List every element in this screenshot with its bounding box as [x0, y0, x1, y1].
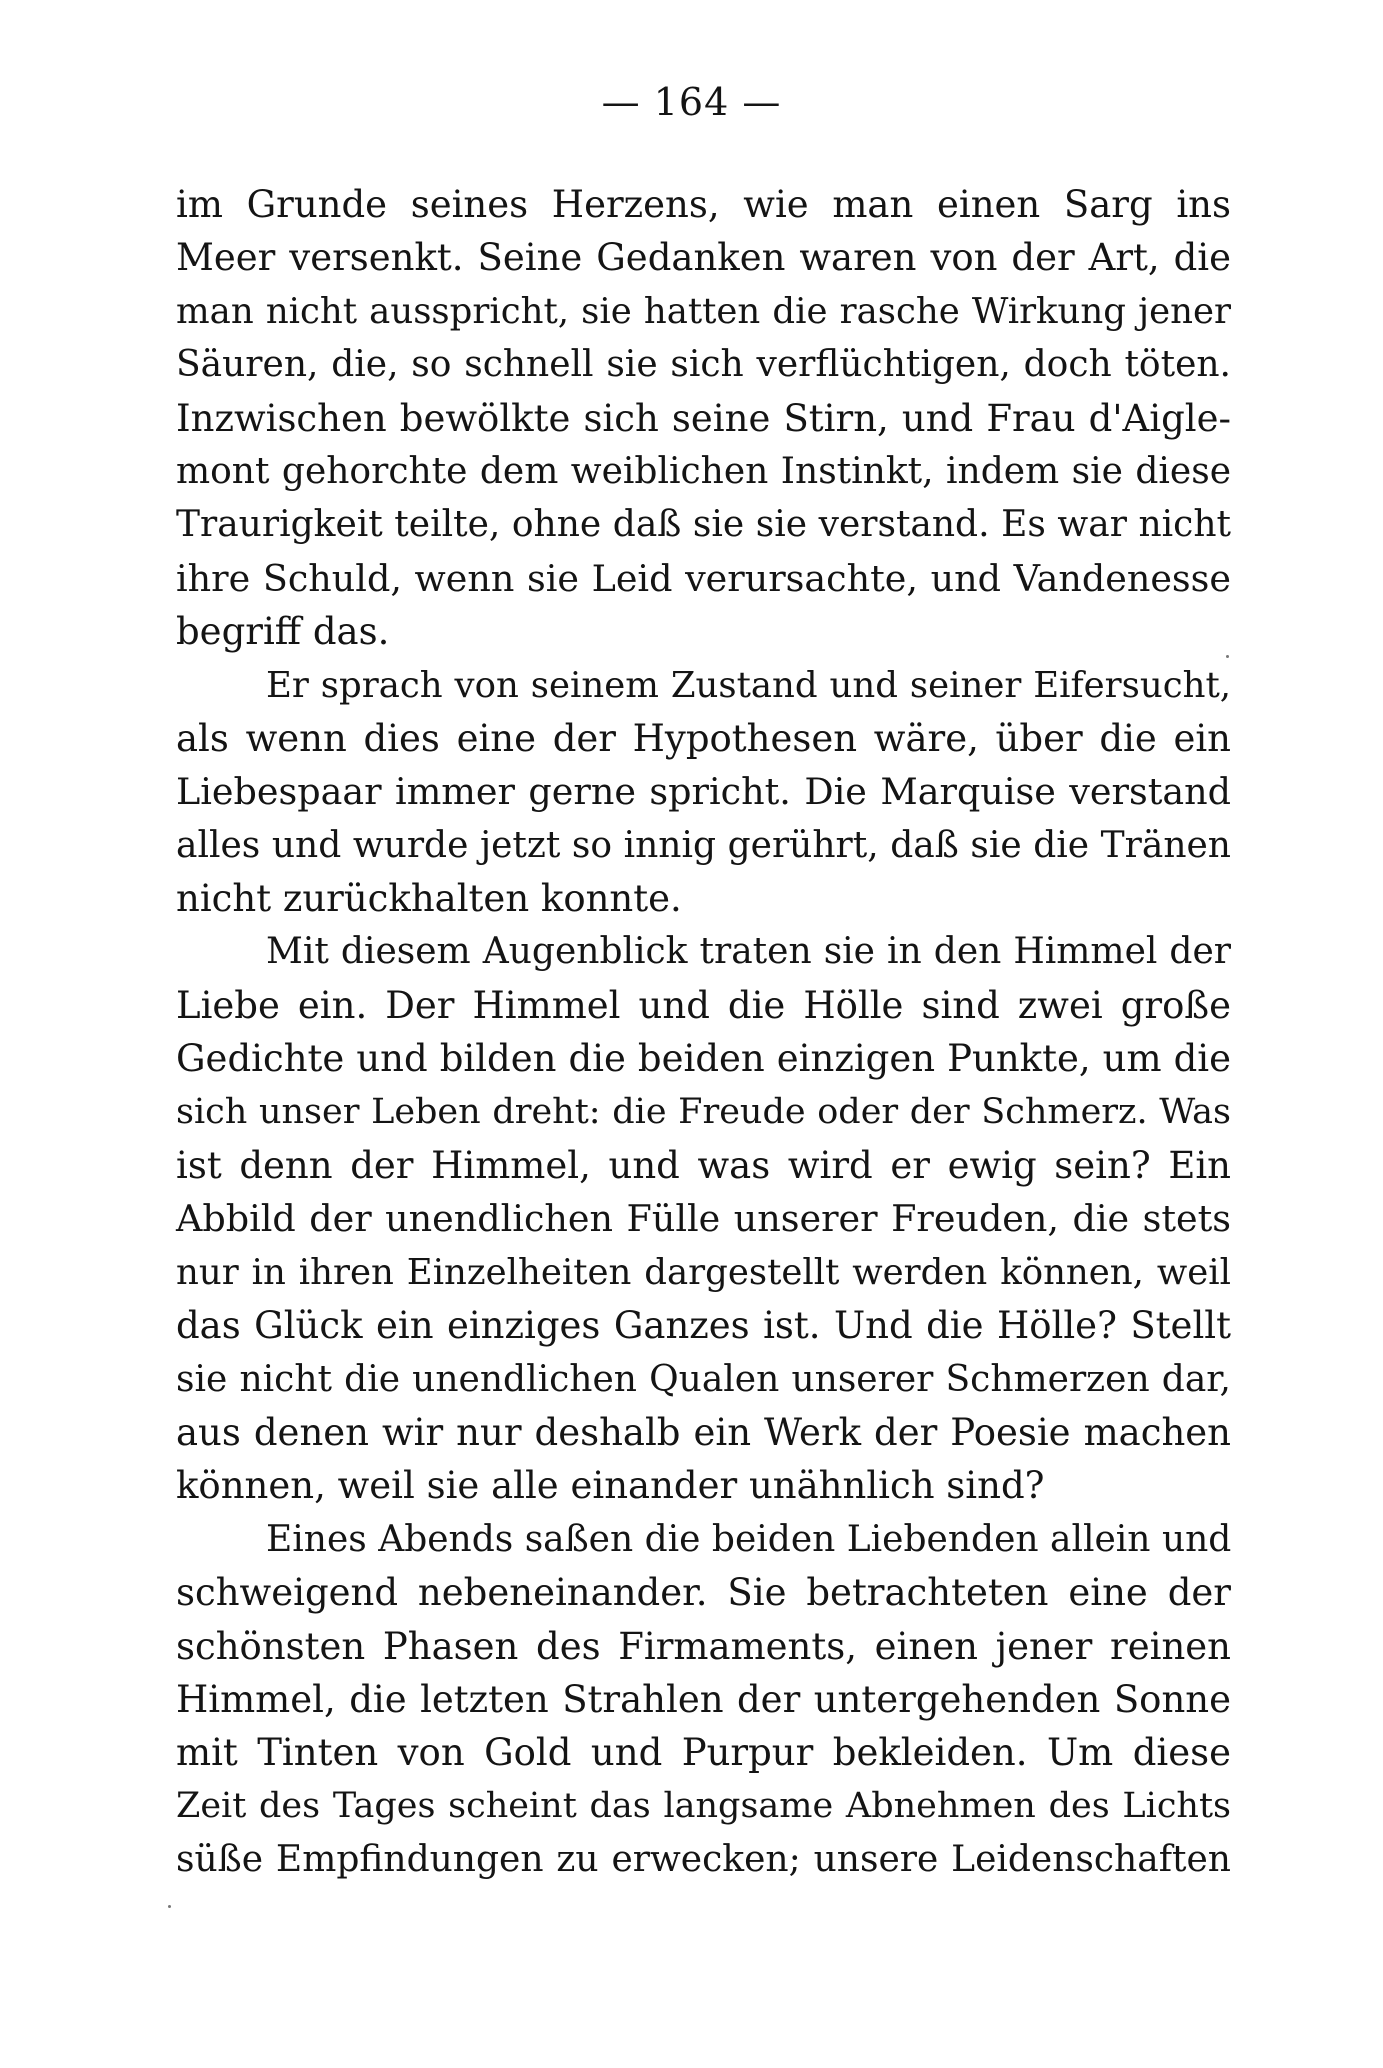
- text-line: Gedichte und bilden die beiden einzigen Punkte, um die: [176, 1037, 1231, 1081]
- text-line: als wenn dies eine der Hypothesen wäre, über die ein: [176, 716, 1231, 760]
- text-line: Liebespaar immer gerne spricht. Die Marquise verstand: [176, 770, 1231, 814]
- text-line: können, weil sie alle einander unähnlich sind?: [176, 1464, 1045, 1508]
- text-line: Liebe ein. Der Himmel und die Hölle sind zwei große: [176, 983, 1231, 1027]
- text-line: mont gehorchte dem weiblichen Instinkt, indem sie diese: [176, 450, 1231, 492]
- text-line: sich unser Leben dreht: die Freude oder der Schmerz. Was: [176, 1091, 1231, 1132]
- text-line: Er sprach von seinem Zustand und seiner Eifersucht,: [266, 664, 1231, 706]
- text-line: alles und wurde jetzt so innig gerührt, daß sie die Tränen: [176, 824, 1231, 866]
- text-line: nicht zurückhalten konnte.: [176, 877, 682, 921]
- text-line: man nicht ausspricht, sie hatten die rasche Wirkung jener: [176, 290, 1231, 332]
- text-line: Inzwischen bewölkte sich seine Stirn, und Frau d'Aigle-: [176, 396, 1231, 440]
- text-line: Meer versenkt. Seine Gedanken waren von der Art, die: [176, 236, 1231, 280]
- text-line: Mit diesem Augenblick traten sie in den Himmel der: [266, 931, 1231, 973]
- paper-speck: [168, 1905, 171, 1908]
- text-line: schönsten Phasen des Firmaments, einen jener reinen: [176, 1624, 1231, 1668]
- text-line: das Glück ein einziges Ganzes ist. Und die Hölle? Stellt: [176, 1304, 1231, 1348]
- text-line: Himmel, die letzten Strahlen der untergehenden Sonne: [176, 1677, 1231, 1721]
- text-line: ihre Schuld, wenn sie Leid verursachte, und Vandenesse: [176, 556, 1231, 600]
- paper-speck: [1226, 655, 1229, 658]
- text-line: ist denn der Himmel, und was wird er ewig sein? Ein: [176, 1144, 1231, 1188]
- text-line: begriff das.: [176, 610, 390, 654]
- text-line: Abbild der unendlichen Fülle unserer Freuden, die stets: [176, 1197, 1231, 1241]
- text-line: Säuren, die, so schnell sie sich verflüchtigen, doch töten.: [176, 344, 1231, 386]
- text-line: mit Tinten von Gold und Purpur bekleiden. Um diese: [176, 1731, 1231, 1775]
- text-line: im Grunde seines Herzens, wie man einen Sarg ins: [176, 183, 1231, 226]
- text-line: Zeit des Tages scheint das langsame Abnehmen des Lichts: [176, 1785, 1231, 1826]
- text-line: nur in ihren Einzelheiten dargestellt werden können, weil: [176, 1251, 1231, 1293]
- text-line: sie nicht die unendlichen Qualen unserer Schmerzen dar,: [176, 1358, 1231, 1400]
- text-line: Traurigkeit teilte, ohne daß sie sie verstand. Es war nicht: [176, 504, 1231, 546]
- page-number: — 164 —: [601, 80, 782, 124]
- body-text: [176, 178, 1231, 1887]
- text-line: schweigend nebeneinander. Sie betrachteten eine der: [176, 1571, 1231, 1615]
- text-line: aus denen wir nur deshalb ein Werk der Poesie machen: [176, 1410, 1231, 1454]
- text-line: Eines Abends saßen die beiden Liebenden allein und: [266, 1518, 1232, 1560]
- text-line: süße Empfindungen zu erwecken; unsere Leidenschaften: [176, 1839, 1231, 1881]
